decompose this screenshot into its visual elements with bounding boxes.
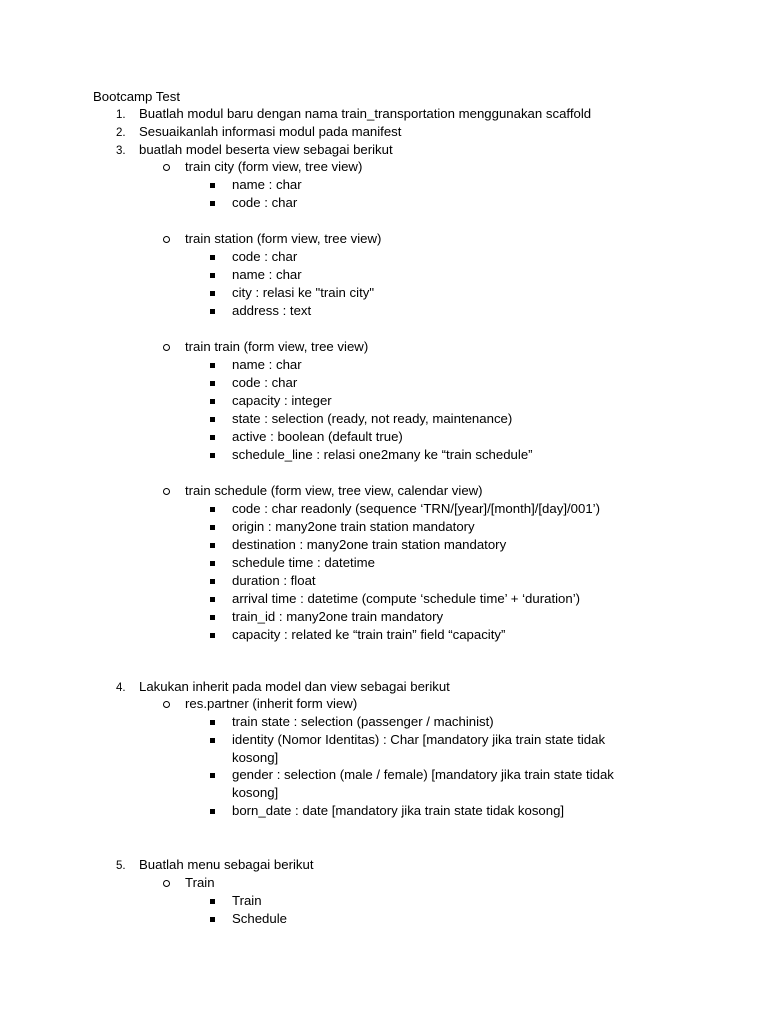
field-item: identity (Nomor Identitas) : Char [mandatory jika train state tidak: [232, 732, 606, 747]
field-item: code : char: [232, 375, 298, 390]
circle-bullet-icon: [163, 164, 170, 171]
field-item: state : selection (ready, not ready, maintenance): [232, 411, 513, 426]
square-bullet-icon: [210, 255, 215, 260]
field-item: born_date : date [mandatory jika train state tidak kosong]: [232, 803, 565, 818]
square-bullet-icon: [210, 417, 215, 422]
square-bullet-icon: [210, 183, 215, 188]
square-bullet-icon: [210, 615, 215, 620]
field-item: duration : float: [232, 573, 316, 588]
step-number: 4.: [116, 682, 126, 694]
square-bullet-icon: [210, 363, 215, 368]
field-item: train state : selection (passenger / machinist): [232, 714, 494, 729]
square-bullet-icon: [210, 543, 215, 548]
square-bullet-icon: [210, 507, 215, 512]
step-number: 1.: [116, 109, 126, 121]
square-bullet-icon: [210, 291, 215, 296]
square-bullet-icon: [210, 525, 215, 530]
field-item: gender : selection (male / female) [mandatory jika train state tidak: [232, 767, 614, 782]
circle-bullet-icon: [163, 701, 170, 708]
menu-title: Train: [185, 875, 215, 890]
square-bullet-icon: [210, 273, 215, 278]
field-item: origin : many2one train station mandatory: [232, 519, 475, 534]
square-bullet-icon: [210, 399, 215, 404]
step-number: 3.: [116, 145, 126, 157]
field-item: schedule_line : relasi one2many ke “train schedule”: [232, 447, 533, 462]
field-item: destination : many2one train station mandatory: [232, 537, 507, 552]
step-text: Buatlah modul baru dengan nama train_transportation menggunakan scaffold: [139, 106, 592, 121]
field-item: address : text: [232, 303, 312, 318]
field-item: city : relasi ke "train city": [232, 285, 375, 300]
model-title: train city (form view, tree view): [185, 159, 363, 174]
circle-bullet-icon: [163, 880, 170, 887]
square-bullet-icon: [210, 738, 215, 743]
circle-bullet-icon: [163, 488, 170, 495]
document-title: Bootcamp Test: [93, 89, 180, 104]
square-bullet-icon: [210, 579, 215, 584]
menu-item: Train: [232, 893, 262, 908]
square-bullet-icon: [210, 809, 215, 814]
square-bullet-icon: [210, 597, 215, 602]
square-bullet-icon: [210, 561, 215, 566]
square-bullet-icon: [210, 309, 215, 314]
field-item: active : boolean (default true): [232, 429, 403, 444]
square-bullet-icon: [210, 201, 215, 206]
square-bullet-icon: [210, 381, 215, 386]
step-text: Buatlah menu sebagai berikut: [139, 857, 314, 872]
menu-item: Schedule: [232, 911, 287, 926]
field-item: code : char readonly (sequence ‘TRN/[year]/[month]/[day]/001’): [232, 501, 600, 516]
square-bullet-icon: [210, 453, 215, 458]
field-item: train_id : many2one train mandatory: [232, 609, 444, 624]
model-title: train train (form view, tree view): [185, 339, 369, 354]
field-item: code : char: [232, 195, 298, 210]
step-text: Sesuaikanlah informasi modul pada manifest: [139, 124, 402, 139]
field-item: arrival time : datetime (compute ‘schedule time’ + ‘duration’): [232, 591, 581, 606]
square-bullet-icon: [210, 899, 215, 904]
model-title: train schedule (form view, tree view, calendar view): [185, 483, 483, 498]
field-item: capacity : integer: [232, 393, 332, 408]
circle-bullet-icon: [163, 344, 170, 351]
field-item: schedule time : datetime: [232, 555, 375, 570]
square-bullet-icon: [210, 435, 215, 440]
field-item: code : char: [232, 249, 298, 264]
field-item: name : char: [232, 267, 302, 282]
field-item: capacity : related ke “train train” field “capacity”: [232, 627, 506, 642]
square-bullet-icon: [210, 720, 215, 725]
field-item-continuation: kosong]: [232, 785, 279, 800]
square-bullet-icon: [210, 773, 215, 778]
step-text: buatlah model beserta view sebagai berikut: [139, 142, 393, 157]
square-bullet-icon: [210, 917, 215, 922]
square-bullet-icon: [210, 633, 215, 638]
field-item: name : char: [232, 357, 302, 372]
model-title: train station (form view, tree view): [185, 231, 382, 246]
step-number: 2.: [116, 127, 126, 139]
field-item: name : char: [232, 177, 302, 192]
step-text: Lakukan inherit pada model dan view sebagai berikut: [139, 679, 450, 694]
step-number: 5.: [116, 860, 126, 872]
field-item-continuation: kosong]: [232, 750, 279, 765]
circle-bullet-icon: [163, 236, 170, 243]
model-title: res.partner (inherit form view): [185, 696, 358, 711]
